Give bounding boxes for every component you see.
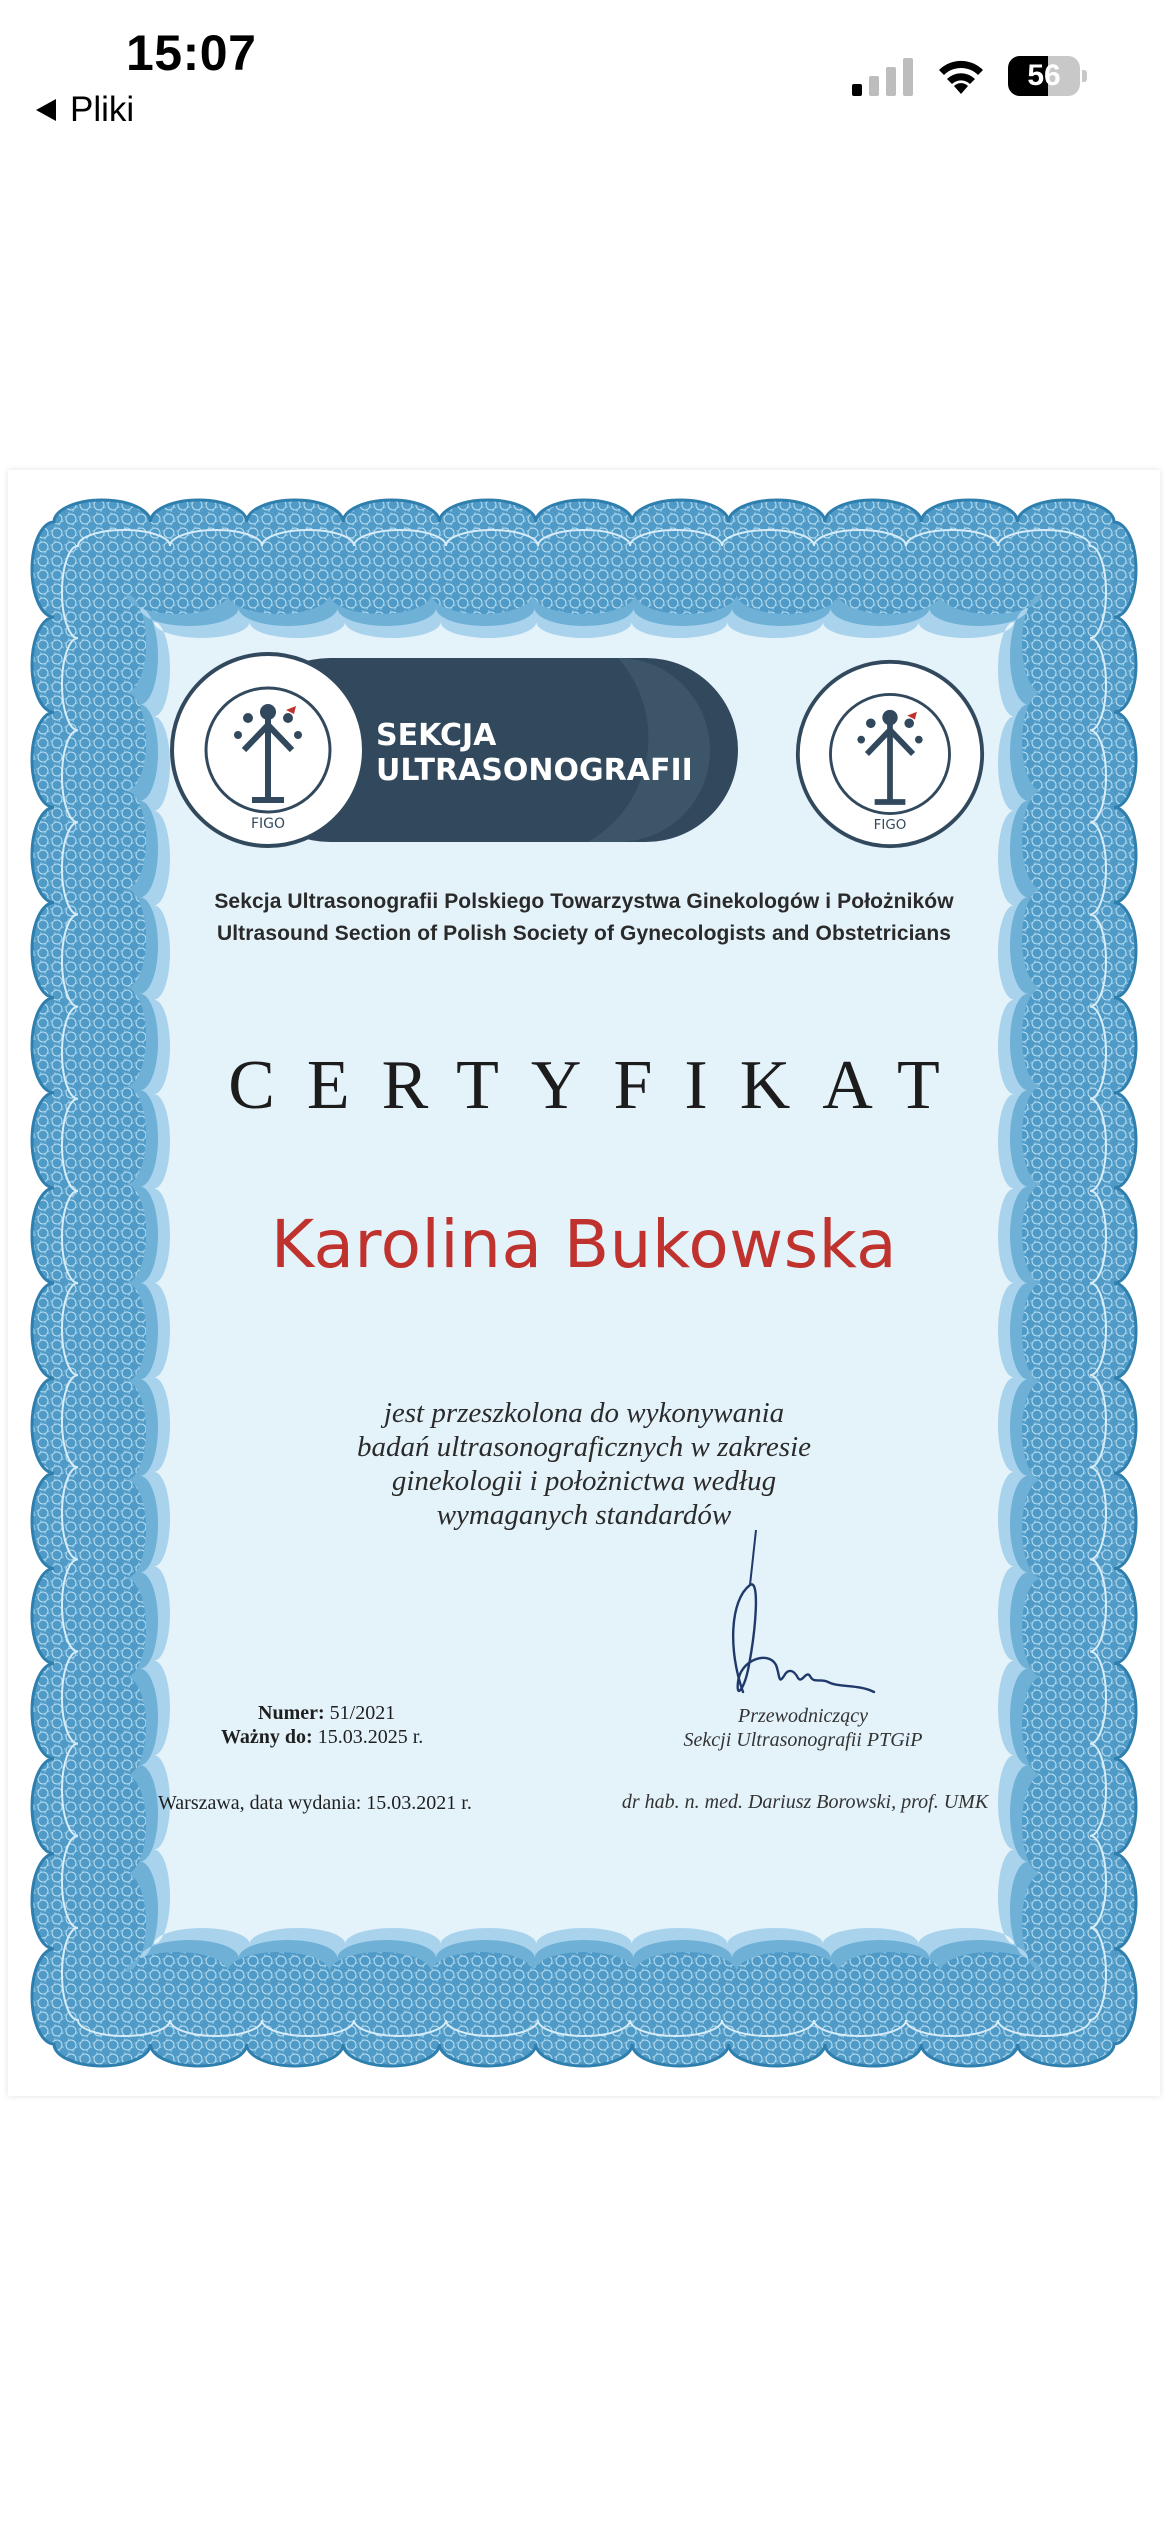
certificate-description — [284, 1396, 884, 1532]
valid-value: 15.03.2025 r. — [317, 1726, 424, 1748]
back-label: Pliki — [70, 90, 135, 129]
svg-text:FIGO: FIGO — [250, 816, 286, 832]
back-arrow-icon — [36, 99, 56, 121]
battery-level: 56 — [1027, 59, 1061, 92]
cellular-signal-icon — [852, 58, 914, 96]
banner-line2: ULTRASONOGRAFII — [376, 753, 693, 788]
banner-line1: SEKCJA — [376, 718, 497, 753]
description-line: wymaganych standardów — [436, 1499, 732, 1531]
description-line: badań ultrasonograficznych w zakresie — [356, 1431, 812, 1463]
recipient-name: Karolina Bukowska — [270, 1206, 898, 1283]
issue-place-date: Warszawa, data wydania: 15.03.2021 r. — [158, 1792, 472, 1814]
battery-icon — [1008, 56, 1086, 96]
description-line: jest przeszkolona do wykonywania — [383, 1397, 785, 1429]
society-seal-left — [172, 654, 364, 846]
number-label: Numer: — [258, 1702, 325, 1724]
number-value: 51/2021 — [329, 1702, 396, 1724]
organization-name-en: Ultrasound Section of Polish Society of Gynecologists and Obstetricians — [216, 922, 952, 945]
certificate-number — [258, 1702, 395, 1725]
status-time: 15:07 — [126, 25, 257, 81]
back-button[interactable] — [36, 88, 134, 132]
certificate-title: CERTYFIKAT — [228, 1047, 972, 1124]
svg-text:FIGO: FIGO — [873, 817, 907, 833]
society-seal-right — [794, 658, 986, 850]
section-logo-banner — [168, 650, 768, 850]
status-bar — [0, 0, 1170, 150]
signatory-name: dr hab. n. med. Dariusz Borowski, prof. UMK — [621, 1791, 989, 1813]
signatory-role-line2: Sekcji Ultrasonografii PTGiP — [683, 1729, 923, 1751]
signatory-role-line1: Przewodniczący — [738, 1705, 868, 1727]
certificate-document — [8, 470, 1160, 2096]
description-line: ginekologii i położnictwa według — [391, 1465, 777, 1497]
organization-name-pl: Sekcja Ultrasonografii Polskiego Towarzystwa Ginekologów i Położników — [214, 890, 954, 913]
certificate-validity — [221, 1726, 423, 1749]
valid-label: Ważny do: — [221, 1726, 313, 1748]
wifi-icon — [936, 56, 986, 96]
